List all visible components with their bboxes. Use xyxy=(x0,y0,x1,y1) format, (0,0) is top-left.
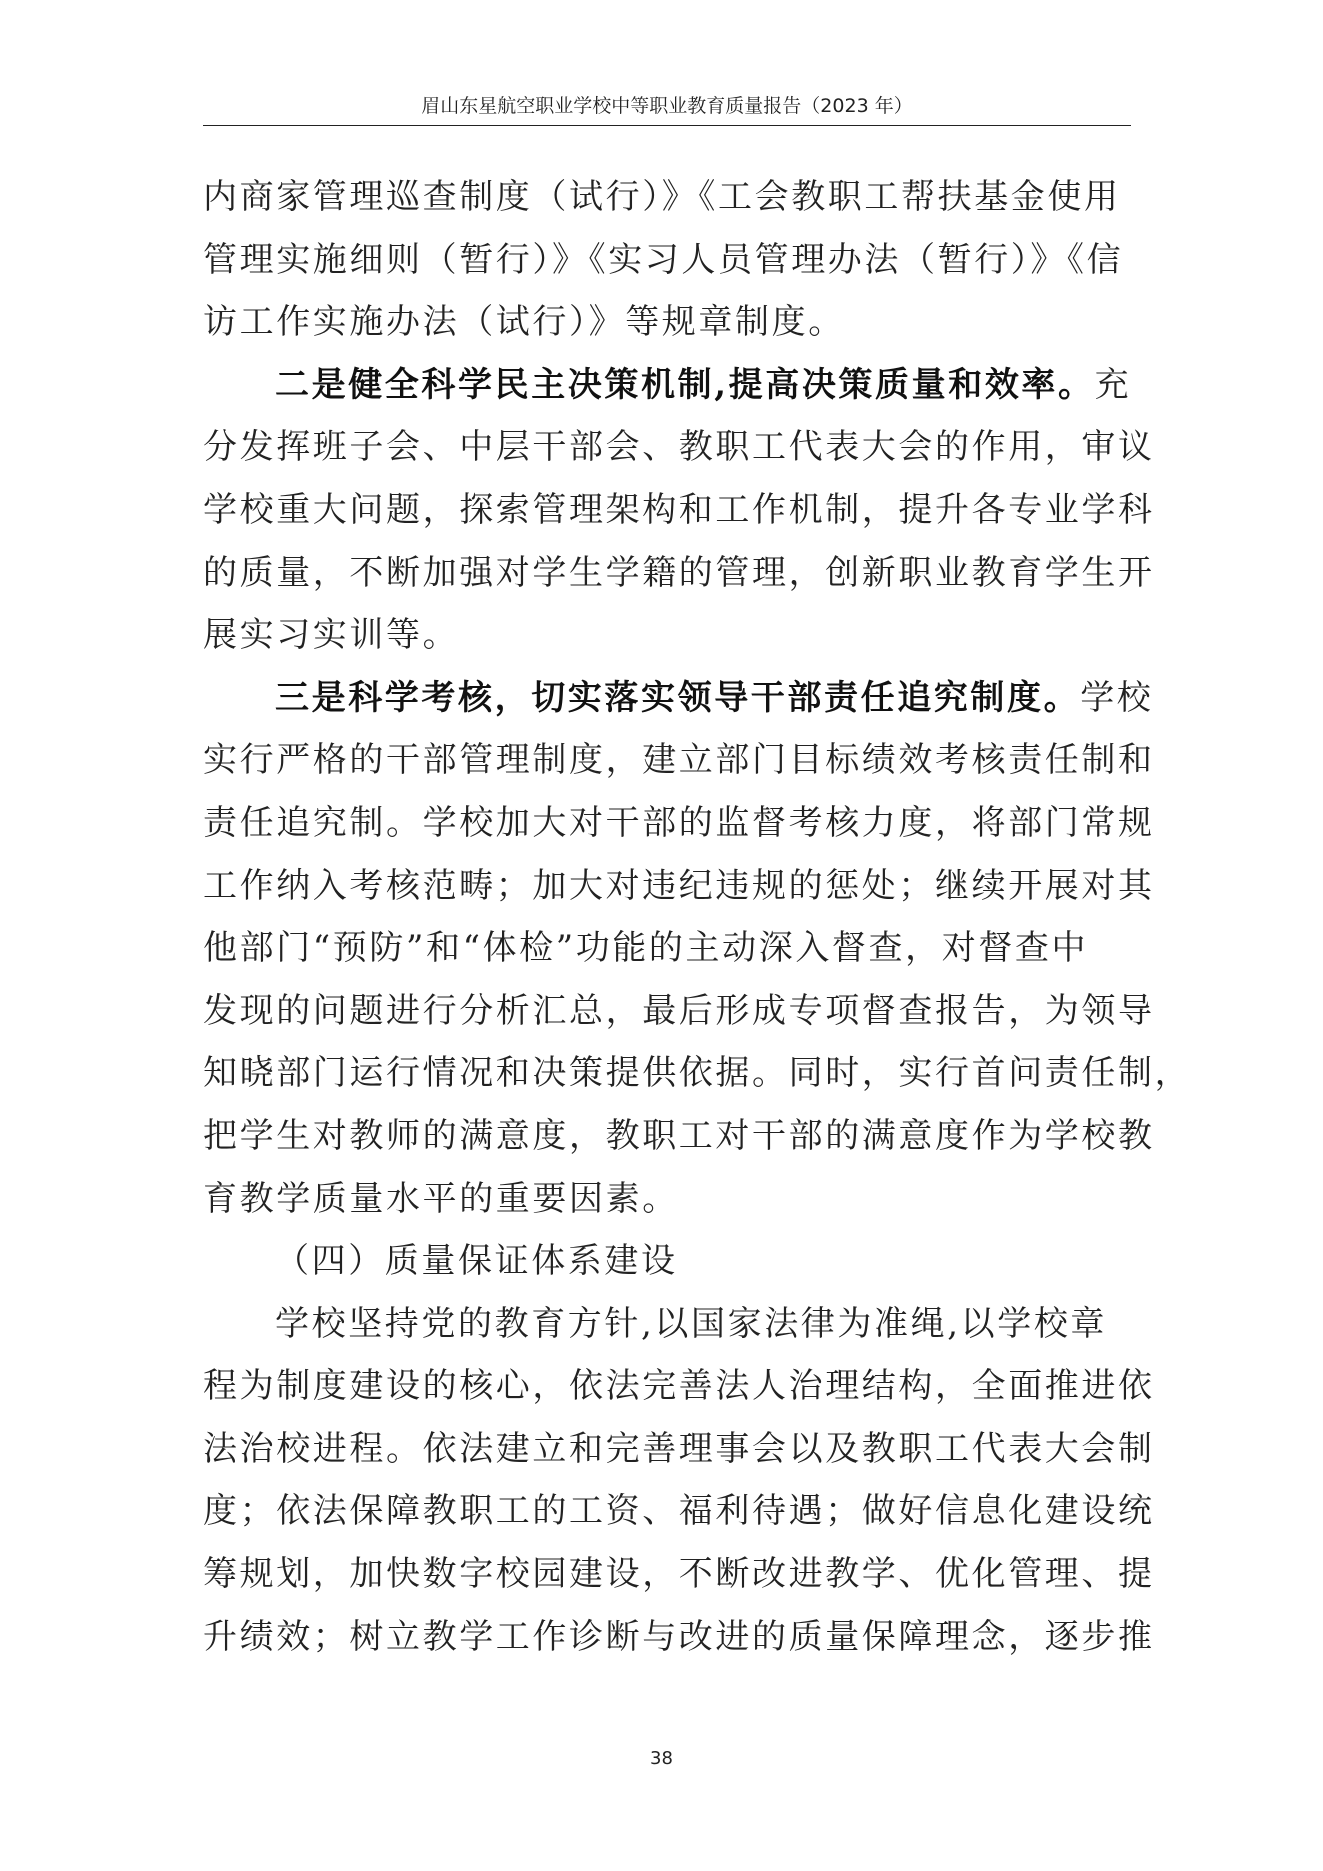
paragraph-line xyxy=(203,667,1154,730)
paragraph-line xyxy=(203,354,1133,417)
paragraph-line: 升绩效；树立教学工作诊断与改进的质量保障理念，逐步推 xyxy=(203,1616,1155,1657)
paragraph-line: 访工作实施办法（试行）》等规章制度。 xyxy=(203,302,845,343)
paragraph-line: 育教学质量水平的重要因素。 xyxy=(203,1178,679,1219)
bold-lead-sentence: 二是健全科学民主决策机制,提高决策质量和效率。 xyxy=(275,364,1095,405)
paragraph-line: 实行严格的干部管理制度，建立部门目标绩效考核责任制和 xyxy=(203,740,1155,781)
paragraph-line: 学校坚持党的教育方针,以国家法律为准绳,以学校章 xyxy=(275,1303,1108,1344)
paragraph-line: 筹规划，加快数字校园建设，不断改进教学、优化管理、提 xyxy=(203,1554,1155,1595)
paragraph-line: 法治校进程。依法建立和完善理事会以及教职工代表大会制 xyxy=(203,1428,1155,1469)
header-rule xyxy=(203,125,1131,126)
paragraph-line: 度；依法保障教职工的工资、福利待遇；做好信息化建设统 xyxy=(203,1491,1155,1532)
paragraph-line: 责任追究制。学校加大对干部的监督考核力度，将部门常规 xyxy=(203,802,1155,843)
running-header: 眉山东星航空职业学校中等职业教育质量报告（2023 年） xyxy=(421,95,913,117)
page-number: 38 xyxy=(650,1748,673,1769)
body-text xyxy=(203,166,1192,1668)
section-heading: （四）质量保证体系建设 xyxy=(275,1241,678,1282)
paragraph-line: 工作纳入考核范畴；加大对违纪违规的惩处；继续开展对其 xyxy=(203,865,1155,906)
bold-lead-sentence: 三是科学考核，切实落实领导干部责任追究制度。 xyxy=(275,677,1081,718)
paragraph-line: 内商家管理巡查制度（试行）》《工会教职工帮扶基金使用 xyxy=(203,177,1121,217)
paragraph-line: 程为制度建设的核心，依法完善法人治理结构，全面推进依 xyxy=(203,1366,1155,1407)
paragraph-line: 学校重大问题，探索管理架构和工作机制，提升各专业学科 xyxy=(203,489,1155,530)
paragraph-text: 充 xyxy=(1094,364,1132,405)
paragraph-text: 学校 xyxy=(1080,677,1154,718)
paragraph-line: 发现的问题进行分析汇总，最后形成专项督查报告，为领导 xyxy=(203,990,1155,1031)
paragraph-line: 的质量，不断加强对学生学籍的管理，创新职业教育学生开 xyxy=(203,552,1155,593)
paragraph-line: 他部门“预防”和“体检”功能的主动深入督查，对督查中 xyxy=(203,928,1089,969)
paragraph-line: 展实习实训等。 xyxy=(203,615,460,656)
paragraph-line: 把学生对教师的满意度，教职工对干部的满意度作为学校教 xyxy=(203,1115,1155,1156)
paragraph-line: 知晓部门运行情况和决策提供依据。同时，实行首问责任制， xyxy=(203,1053,1192,1094)
paragraph-line: 管理实施细则（暂行）》《实习人员管理办法（暂行）》《信 xyxy=(203,239,1124,280)
paragraph-line: 分发挥班子会、中层干部会、教职工代表大会的作用，审议 xyxy=(203,427,1155,468)
